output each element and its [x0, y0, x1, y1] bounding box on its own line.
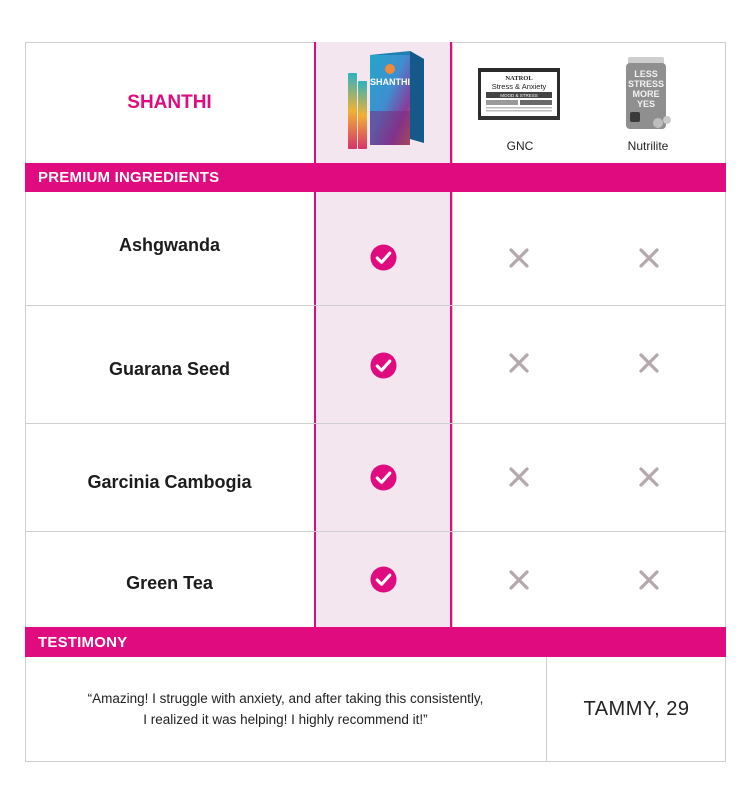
cross-icon: [508, 569, 530, 591]
check-circle-icon: [370, 566, 397, 593]
competitor-name-nutrilite: Nutrilite: [627, 139, 669, 153]
cross-icon: [638, 247, 660, 269]
testimonial-quote: [25, 657, 546, 762]
section-title: TESTIMONY: [38, 633, 128, 651]
svg-text:MOOD & STRESS: MOOD & STRESS: [500, 93, 538, 98]
nutrilite-product-image: [622, 57, 674, 133]
column-divider: [452, 42, 453, 163]
svg-text:YES: YES: [636, 99, 656, 109]
check-circle-icon: [370, 352, 397, 379]
ingredient-label: Ashgwanda: [118, 235, 220, 255]
svg-text:NATROL: NATROL: [505, 75, 533, 82]
svg-text:Stress & Anxiety: Stress & Anxiety: [491, 82, 547, 91]
competitor-name-gnc: GNC: [506, 139, 534, 153]
section-header-ingredients: [25, 163, 726, 192]
check-circle-icon: [370, 244, 397, 271]
shanthi-product-image: [340, 51, 426, 153]
cross-icon: [638, 466, 660, 488]
ingredient-label: Garcinia Cambogia: [87, 472, 252, 492]
column-divider: [452, 192, 453, 627]
testimonial-author: TAMMY, 29: [583, 698, 690, 720]
ingredient-label: Guarana Seed: [108, 359, 231, 379]
svg-text:MORE: MORE: [632, 89, 660, 99]
quote-line: “Amazing! I struggle with anxiety, and after taking this consistently,: [87, 690, 484, 706]
cross-icon: [508, 352, 530, 374]
box-text: SHANTHI: [370, 77, 410, 87]
svg-text:STRESS: STRESS: [627, 79, 665, 89]
cross-icon: [638, 352, 660, 374]
gnc-product-image: [478, 68, 560, 120]
brand-title: SHANTHI: [127, 91, 212, 113]
cross-icon: [638, 569, 660, 591]
cross-icon: [508, 466, 530, 488]
quote-line: I realized it was helping! I highly recommend it!”: [143, 711, 428, 727]
ingredient-label: Green Tea: [126, 573, 213, 593]
svg-text:LESS: LESS: [634, 69, 658, 79]
section-header-testimony: [25, 627, 726, 657]
section-title: PREMIUM INGREDIENTS: [38, 169, 220, 186]
cross-icon: [508, 247, 530, 269]
check-circle-icon: [370, 464, 397, 491]
